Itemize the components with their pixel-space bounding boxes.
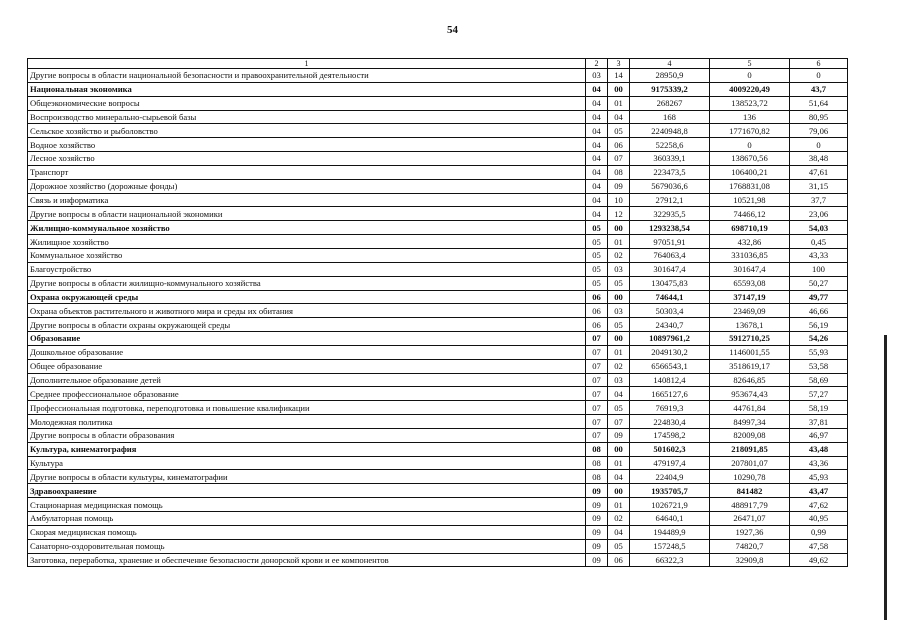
table-row	[28, 82, 848, 96]
planned-amount: 50303,4	[630, 304, 710, 318]
planned-amount: 10897961,2	[630, 332, 710, 346]
subsection-code: 01	[608, 345, 630, 359]
executed-amount: 841482	[710, 484, 790, 498]
row-name: Другие вопросы в области жилищно-коммунального хозяйства	[28, 276, 586, 290]
table-row	[28, 304, 848, 318]
section-code: 04	[586, 110, 608, 124]
section-code: 07	[586, 345, 608, 359]
executed-amount: 1927,36	[710, 525, 790, 539]
execution-percent: 57,27	[790, 387, 848, 401]
scan-edge-line	[884, 335, 887, 620]
executed-amount: 698710,19	[710, 221, 790, 235]
planned-amount: 360339,1	[630, 152, 710, 166]
row-name: Общеэкономические вопросы	[28, 96, 586, 110]
execution-percent: 55,93	[790, 345, 848, 359]
header-cell: 3	[608, 59, 630, 69]
execution-percent: 37,81	[790, 415, 848, 429]
table-row	[28, 193, 848, 207]
execution-percent: 53,58	[790, 359, 848, 373]
planned-amount: 1293238,54	[630, 221, 710, 235]
execution-percent: 0,45	[790, 235, 848, 249]
section-code: 07	[586, 415, 608, 429]
header-row	[28, 59, 848, 69]
subsection-code: 08	[608, 165, 630, 179]
execution-percent: 0,99	[790, 525, 848, 539]
executed-amount: 65593,08	[710, 276, 790, 290]
section-code: 07	[586, 332, 608, 346]
execution-percent: 43,48	[790, 442, 848, 456]
section-code: 04	[586, 179, 608, 193]
planned-amount: 1935705,7	[630, 484, 710, 498]
subsection-code: 14	[608, 69, 630, 83]
planned-amount: 322935,5	[630, 207, 710, 221]
subsection-code: 09	[608, 179, 630, 193]
planned-amount: 301647,4	[630, 262, 710, 276]
subsection-code: 06	[608, 553, 630, 567]
section-code: 09	[586, 484, 608, 498]
table-row	[28, 484, 848, 498]
header-cell: 5	[710, 59, 790, 69]
section-code: 07	[586, 359, 608, 373]
subsection-code: 09	[608, 428, 630, 442]
planned-amount: 1026721,9	[630, 498, 710, 512]
planned-amount: 27912,1	[630, 193, 710, 207]
subsection-code: 07	[608, 152, 630, 166]
subsection-code: 07	[608, 415, 630, 429]
executed-amount: 1771670,82	[710, 124, 790, 138]
planned-amount: 9175339,2	[630, 82, 710, 96]
executed-amount: 74820,7	[710, 539, 790, 553]
section-code: 06	[586, 290, 608, 304]
table-row	[28, 525, 848, 539]
planned-amount: 52258,6	[630, 138, 710, 152]
planned-amount: 194489,9	[630, 525, 710, 539]
executed-amount: 1768831,08	[710, 179, 790, 193]
row-name: Молодежная политика	[28, 415, 586, 429]
planned-amount: 224830,4	[630, 415, 710, 429]
table-row	[28, 456, 848, 470]
section-code: 04	[586, 96, 608, 110]
subsection-code: 00	[608, 332, 630, 346]
executed-amount: 82646,85	[710, 373, 790, 387]
executed-amount: 488917,79	[710, 498, 790, 512]
table-row	[28, 373, 848, 387]
row-name: Благоустройство	[28, 262, 586, 276]
executed-amount: 138523,72	[710, 96, 790, 110]
row-name: Другие вопросы в области национальной экономики	[28, 207, 586, 221]
table-row	[28, 345, 848, 359]
table-row	[28, 512, 848, 526]
table-row	[28, 332, 848, 346]
subsection-code: 05	[608, 124, 630, 138]
executed-amount: 4009220,49	[710, 82, 790, 96]
section-code: 05	[586, 248, 608, 262]
row-name: Другие вопросы в области национальной безопасности и правоохранительной деятельности	[28, 69, 586, 83]
table-row	[28, 96, 848, 110]
row-name: Воспроизводство минерально-сырьевой базы	[28, 110, 586, 124]
section-code: 05	[586, 262, 608, 276]
subsection-code: 06	[608, 138, 630, 152]
subsection-code: 02	[608, 359, 630, 373]
execution-percent: 49,62	[790, 553, 848, 567]
execution-percent: 49,77	[790, 290, 848, 304]
subsection-code: 03	[608, 373, 630, 387]
execution-percent: 23,06	[790, 207, 848, 221]
executed-amount: 10290,78	[710, 470, 790, 484]
table-row	[28, 442, 848, 456]
planned-amount: 74644,1	[630, 290, 710, 304]
table-row	[28, 387, 848, 401]
subsection-code: 02	[608, 512, 630, 526]
table-row	[28, 179, 848, 193]
row-name: Амбулаторная помощь	[28, 512, 586, 526]
execution-percent: 54,03	[790, 221, 848, 235]
executed-amount: 10521,98	[710, 193, 790, 207]
executed-amount: 74466,12	[710, 207, 790, 221]
executed-amount: 0	[710, 69, 790, 83]
execution-percent: 46,97	[790, 428, 848, 442]
table-row	[28, 124, 848, 138]
execution-percent: 43,33	[790, 248, 848, 262]
execution-percent: 51,64	[790, 96, 848, 110]
executed-amount: 37147,19	[710, 290, 790, 304]
execution-percent: 37,7	[790, 193, 848, 207]
executed-amount: 32909,8	[710, 553, 790, 567]
row-name: Профессиональная подготовка, переподготовка и повышение квалификации	[28, 401, 586, 415]
planned-amount: 764063,4	[630, 248, 710, 262]
executed-amount: 432,86	[710, 235, 790, 249]
section-code: 09	[586, 525, 608, 539]
execution-percent: 47,58	[790, 539, 848, 553]
table-row	[28, 152, 848, 166]
execution-percent: 56,19	[790, 318, 848, 332]
execution-percent: 31,15	[790, 179, 848, 193]
header-cell: 6	[790, 59, 848, 69]
table-row	[28, 235, 848, 249]
execution-percent: 79,06	[790, 124, 848, 138]
execution-percent: 47,61	[790, 165, 848, 179]
execution-percent: 58,69	[790, 373, 848, 387]
section-code: 04	[586, 165, 608, 179]
table-row	[28, 428, 848, 442]
executed-amount: 5912710,25	[710, 332, 790, 346]
subsection-code: 01	[608, 235, 630, 249]
row-name: Охрана окружающей среды	[28, 290, 586, 304]
row-name: Заготовка, переработка, хранение и обеспечение безопасности донорской крови и ее компонентов	[28, 553, 586, 567]
subsection-code: 01	[608, 498, 630, 512]
section-code: 06	[586, 304, 608, 318]
planned-amount: 174598,2	[630, 428, 710, 442]
planned-amount: 64640,1	[630, 512, 710, 526]
subsection-code: 05	[608, 539, 630, 553]
section-code: 07	[586, 428, 608, 442]
executed-amount: 23469,09	[710, 304, 790, 318]
planned-amount: 157248,5	[630, 539, 710, 553]
execution-percent: 45,93	[790, 470, 848, 484]
table-row	[28, 539, 848, 553]
table-row	[28, 318, 848, 332]
table-row	[28, 248, 848, 262]
budget-table	[27, 58, 848, 567]
section-code: 08	[586, 456, 608, 470]
section-code: 07	[586, 401, 608, 415]
table-row	[28, 553, 848, 567]
planned-amount: 24340,7	[630, 318, 710, 332]
execution-percent: 40,95	[790, 512, 848, 526]
executed-amount: 301647,4	[710, 262, 790, 276]
planned-amount: 97051,91	[630, 235, 710, 249]
table-row	[28, 498, 848, 512]
execution-percent: 50,27	[790, 276, 848, 290]
execution-percent: 43,47	[790, 484, 848, 498]
executed-amount: 106400,21	[710, 165, 790, 179]
table-row	[28, 221, 848, 235]
subsection-code: 04	[608, 525, 630, 539]
execution-percent: 80,95	[790, 110, 848, 124]
subsection-code: 04	[608, 387, 630, 401]
executed-amount: 331036,85	[710, 248, 790, 262]
section-code: 04	[586, 124, 608, 138]
row-name: Коммунальное хозяйство	[28, 248, 586, 262]
row-name: Культура	[28, 456, 586, 470]
execution-percent: 0	[790, 138, 848, 152]
executed-amount: 138670,56	[710, 152, 790, 166]
header-cell: 2	[586, 59, 608, 69]
row-name: Другие вопросы в области охраны окружающей среды	[28, 318, 586, 332]
row-name: Среднее профессиональное образование	[28, 387, 586, 401]
executed-amount: 84997,34	[710, 415, 790, 429]
table-body	[28, 69, 848, 567]
section-code: 03	[586, 69, 608, 83]
subsection-code: 00	[608, 484, 630, 498]
subsection-code: 02	[608, 248, 630, 262]
subsection-code: 12	[608, 207, 630, 221]
row-name: Другие вопросы в области культуры, кинематографии	[28, 470, 586, 484]
subsection-code: 00	[608, 221, 630, 235]
section-code: 08	[586, 470, 608, 484]
executed-amount: 13678,1	[710, 318, 790, 332]
planned-amount: 168	[630, 110, 710, 124]
subsection-code: 00	[608, 442, 630, 456]
executed-amount: 136	[710, 110, 790, 124]
execution-percent: 43,36	[790, 456, 848, 470]
subsection-code: 00	[608, 82, 630, 96]
subsection-code: 01	[608, 456, 630, 470]
execution-percent: 58,19	[790, 401, 848, 415]
row-name: Общее образование	[28, 359, 586, 373]
row-name: Дорожное хозяйство (дорожные фонды)	[28, 179, 586, 193]
table-row	[28, 207, 848, 221]
subsection-code: 04	[608, 110, 630, 124]
row-name: Скорая медицинская помощь	[28, 525, 586, 539]
table-row	[28, 276, 848, 290]
subsection-code: 01	[608, 96, 630, 110]
subsection-code: 04	[608, 470, 630, 484]
row-name: Лесное хозяйство	[28, 152, 586, 166]
row-name: Образование	[28, 332, 586, 346]
page-number: 54	[447, 24, 458, 36]
subsection-code: 03	[608, 304, 630, 318]
planned-amount: 501602,3	[630, 442, 710, 456]
planned-amount: 1665127,6	[630, 387, 710, 401]
header-cell: 1	[28, 59, 586, 69]
row-name: Охрана объектов растительного и животного мира и среды их обитания	[28, 304, 586, 318]
section-code: 07	[586, 387, 608, 401]
executed-amount: 953674,43	[710, 387, 790, 401]
table-row	[28, 69, 848, 83]
executed-amount: 82009,08	[710, 428, 790, 442]
row-name: Дошкольное образование	[28, 345, 586, 359]
execution-percent: 47,62	[790, 498, 848, 512]
section-code: 09	[586, 498, 608, 512]
section-code: 05	[586, 221, 608, 235]
subsection-code: 05	[608, 276, 630, 290]
subsection-code: 10	[608, 193, 630, 207]
subsection-code: 05	[608, 401, 630, 415]
planned-amount: 5679036,6	[630, 179, 710, 193]
row-name: Другие вопросы в области образования	[28, 428, 586, 442]
planned-amount: 223473,5	[630, 165, 710, 179]
planned-amount: 22404,9	[630, 470, 710, 484]
executed-amount: 26471,07	[710, 512, 790, 526]
row-name: Сельское хозяйство и рыболовство	[28, 124, 586, 138]
row-name: Санаторно-оздоровительная помощь	[28, 539, 586, 553]
table-row	[28, 359, 848, 373]
planned-amount: 66322,3	[630, 553, 710, 567]
table-row	[28, 415, 848, 429]
planned-amount: 2049130,2	[630, 345, 710, 359]
planned-amount: 140812,4	[630, 373, 710, 387]
section-code: 09	[586, 553, 608, 567]
section-code: 09	[586, 512, 608, 526]
section-code: 04	[586, 138, 608, 152]
execution-percent: 0	[790, 69, 848, 83]
executed-amount: 1146001,55	[710, 345, 790, 359]
row-name: Жилищно-коммунальное хозяйство	[28, 221, 586, 235]
planned-amount: 268267	[630, 96, 710, 110]
table-row	[28, 401, 848, 415]
section-code: 05	[586, 235, 608, 249]
section-code: 09	[586, 539, 608, 553]
row-name: Культура, кинематография	[28, 442, 586, 456]
subsection-code: 00	[608, 290, 630, 304]
table-row	[28, 470, 848, 484]
planned-amount: 28950,9	[630, 69, 710, 83]
row-name: Водное хозяйство	[28, 138, 586, 152]
planned-amount: 130475,83	[630, 276, 710, 290]
executed-amount: 218091,85	[710, 442, 790, 456]
executed-amount: 44761,84	[710, 401, 790, 415]
table-row	[28, 138, 848, 152]
row-name: Связь и информатика	[28, 193, 586, 207]
execution-percent: 54,26	[790, 332, 848, 346]
row-name: Транспорт	[28, 165, 586, 179]
table-row	[28, 165, 848, 179]
section-code: 04	[586, 193, 608, 207]
planned-amount: 76919,3	[630, 401, 710, 415]
executed-amount: 3518619,17	[710, 359, 790, 373]
planned-amount: 6566543,1	[630, 359, 710, 373]
section-code: 06	[586, 318, 608, 332]
subsection-code: 05	[608, 318, 630, 332]
executed-amount: 207801,07	[710, 456, 790, 470]
table-row	[28, 290, 848, 304]
section-code: 07	[586, 373, 608, 387]
section-code: 04	[586, 207, 608, 221]
execution-percent: 100	[790, 262, 848, 276]
section-code: 05	[586, 276, 608, 290]
section-code: 08	[586, 442, 608, 456]
execution-percent: 43,7	[790, 82, 848, 96]
header-cell: 4	[630, 59, 710, 69]
section-code: 04	[586, 152, 608, 166]
table-row	[28, 110, 848, 124]
row-name: Национальная экономика	[28, 82, 586, 96]
row-name: Здравоохранение	[28, 484, 586, 498]
planned-amount: 479197,4	[630, 456, 710, 470]
row-name: Стационарная медицинская помощь	[28, 498, 586, 512]
execution-percent: 46,66	[790, 304, 848, 318]
planned-amount: 2240948,8	[630, 124, 710, 138]
row-name: Жилищное хозяйство	[28, 235, 586, 249]
table-row	[28, 262, 848, 276]
execution-percent: 38,48	[790, 152, 848, 166]
subsection-code: 03	[608, 262, 630, 276]
section-code: 04	[586, 82, 608, 96]
executed-amount: 0	[710, 138, 790, 152]
row-name: Дополнительное образование детей	[28, 373, 586, 387]
